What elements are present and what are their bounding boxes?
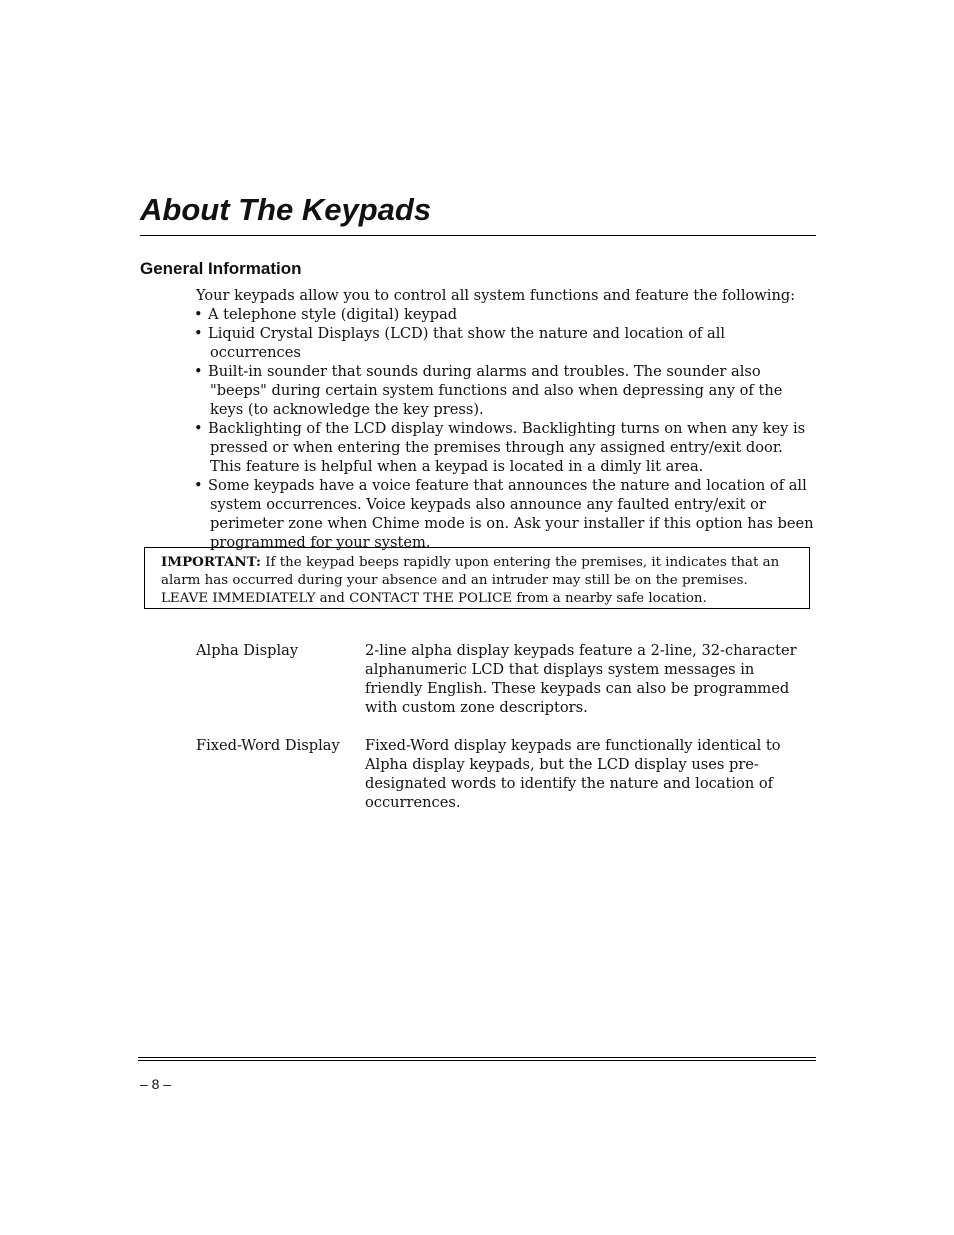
section-heading: General Information bbox=[140, 259, 302, 278]
intro-paragraph: Your keypads allow you to control all system functions and feature the following: bbox=[196, 287, 796, 304]
list-item: • A telephone style (digital) keypad bbox=[196, 305, 816, 324]
page-title: About The Keypads bbox=[140, 192, 432, 227]
definition-term: Fixed-Word Display bbox=[196, 737, 340, 754]
definition-term: Alpha Display bbox=[196, 642, 299, 659]
list-item: • Some keypads have a voice feature that announces the nature and location of all system occurrences. Voice keypads also announce any faulted entry/exit or perimeter zone when Chime mode is on. Ask your installer if this option has been programmed for your system. bbox=[196, 476, 816, 552]
list-item: • Backlighting of the LCD display windows. Backlighting turns on when any key is pressed or when entering the premises through any assigned entry/exit door. This feature is helpful when a keypad is located in a dimly lit area. bbox=[196, 419, 816, 476]
footer-divider bbox=[138, 1057, 816, 1058]
list-item: • Built-in sounder that sounds during alarms and troubles. The sounder also "beeps" during certain system functions and also when depressing any of the keys (to acknowledge the key press). bbox=[196, 362, 816, 419]
important-notice bbox=[144, 547, 810, 609]
feature-list bbox=[196, 305, 816, 552]
definition-description: 2-line alpha display keypads feature a 2-line, 32-character alphanumeric LCD that displays system messages in friendly English. These keypads can also be programmed with custom zone descriptors. bbox=[365, 642, 797, 716]
page-number: – 8 – bbox=[140, 1076, 172, 1092]
footer-divider bbox=[138, 1060, 816, 1061]
important-text: If the keypad beeps rapidly upon entering the premises, it indicates that an alarm has occurred during your absence and an intruder may still be on the premises. LEAVE IMMEDIATELY and CONTACT THE POLICE from a nearby safe location. bbox=[161, 555, 780, 606]
definition-description: Fixed-Word display keypads are functionally identical to Alpha display keypads, but the LCD display uses pre-designated words to identify the nature and location of occurrences. bbox=[365, 737, 781, 811]
list-item: • Liquid Crystal Displays (LCD) that show the nature and location of all occurrences bbox=[196, 324, 816, 362]
title-divider bbox=[140, 235, 816, 236]
important-label: IMPORTANT: bbox=[161, 554, 262, 570]
